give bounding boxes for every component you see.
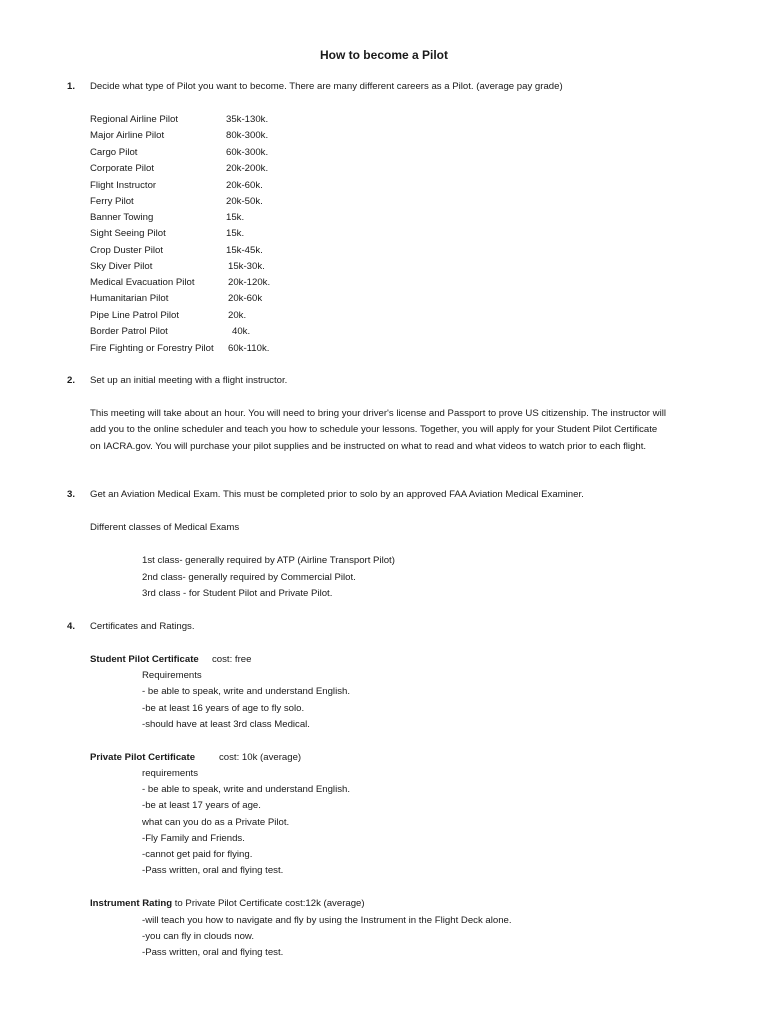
career-pay: 35k-130k.: [226, 114, 269, 125]
career-pay: 15k-30k.: [228, 261, 265, 272]
private-certificate-cost: cost: 10k (average): [219, 752, 302, 763]
step-2-number: 2.: [67, 375, 76, 386]
career-pay: 20k.: [228, 310, 247, 321]
career-name: Ferry Pilot: [90, 196, 134, 207]
step-2-paragraph-line: on IACRA.gov. You will purchase your pilot supplies and be instructed on what to read and what videos to watch prior to each flight.: [90, 441, 647, 452]
career-pay: 15k.: [226, 228, 245, 239]
requirement-line: -you can fly in clouds now.: [142, 931, 254, 942]
career-pay: 15k-45k.: [226, 245, 263, 256]
career-name: Crop Duster Pilot: [90, 245, 164, 256]
instrument-rating-cost: to Private Pilot Certificate cost:12k (average): [174, 898, 365, 909]
requirement-line: -Pass written, oral and flying test.: [142, 947, 284, 958]
career-name: Sight Seeing Pilot: [90, 228, 166, 239]
requirement-line: -cannot get paid for flying.: [142, 849, 253, 860]
step-4-number: 4.: [67, 621, 76, 632]
career-pay: 20k-50k.: [226, 196, 263, 207]
requirement-line: -Pass written, oral and flying test.: [142, 865, 284, 876]
medical-classes-heading: Different classes of Medical Exams: [90, 522, 240, 533]
career-name: Regional Airline Pilot: [90, 114, 178, 125]
career-pay: 20k-60k.: [226, 180, 263, 191]
career-pay: 20k-60k: [228, 293, 263, 304]
career-name: Humanitarian Pilot: [90, 293, 169, 304]
career-pay: 80k-300k.: [226, 130, 269, 141]
career-name: Cargo Pilot: [90, 147, 138, 158]
student-certificate-cost: cost: free: [212, 654, 252, 665]
requirement-line: -will teach you how to navigate and fly by using the Instrument in the Flight Deck alone.: [142, 915, 512, 926]
career-name: Pipe Line Patrol Pilot: [90, 310, 180, 321]
step-1-number: 1.: [67, 81, 76, 92]
career-name: Flight Instructor: [90, 180, 157, 191]
career-pay: 20k-200k.: [226, 163, 269, 174]
career-pay: 20k-120k.: [228, 277, 271, 288]
step-2-text: Set up an initial meeting with a flight instructor.: [90, 375, 288, 386]
requirement-line: -be at least 17 years of age.: [142, 800, 261, 811]
medical-class-item: 1st class- generally required by ATP (Airline Transport Pilot): [142, 555, 395, 566]
instrument-rating-name: Instrument Rating: [90, 898, 173, 909]
step-1-text: Decide what type of Pilot you want to become. There are many different careers as a Pilot. (average pay grade): [90, 81, 563, 92]
career-pay: 40k.: [232, 326, 251, 337]
career-name: Border Patrol Pilot: [90, 326, 168, 337]
step-4-text: Certificates and Ratings.: [90, 621, 195, 632]
career-name: Banner Towing: [90, 212, 154, 223]
requirement-line: - be able to speak, write and understand English.: [142, 686, 350, 697]
requirement-line: what can you do as a Private Pilot.: [142, 817, 290, 828]
student-certificate-heading: Student Pilot Certificate: [90, 654, 199, 665]
medical-class-item: 3rd class - for Student Pilot and Private Pilot.: [142, 588, 333, 599]
career-name: Corporate Pilot: [90, 163, 154, 174]
step-2-paragraph-line: add you to the online scheduler and teach you how to schedule your lessons. Together, you will apply for your Student Pilot Certificate: [90, 424, 658, 435]
requirement-line: -be at least 16 years of age to fly solo.: [142, 703, 305, 714]
requirement-line: - be able to speak, write and understand English.: [142, 784, 350, 795]
career-name: Sky Diver Pilot: [90, 261, 153, 272]
career-pay: 60k-300k.: [226, 147, 269, 158]
step-3-text: Get an Aviation Medical Exam. This must be completed prior to solo by an approved FAA Aviation Medical Examiner.: [90, 489, 584, 500]
step-2-paragraph-line: This meeting will take about an hour. You will need to bring your driver's license and Passport to prove US citizenship. The instructor will: [90, 408, 666, 419]
private-certificate-heading: Private Pilot Certificate: [90, 752, 196, 763]
requirement-line: Requirements: [142, 670, 202, 681]
career-pay: 15k.: [226, 212, 245, 223]
requirement-line: -should have at least 3rd class Medical.: [142, 719, 310, 730]
career-pay: 60k-110k.: [228, 343, 270, 354]
career-name: Fire Fighting or Forestry Pilot: [90, 343, 214, 354]
instrument-rating-heading: [90, 897, 365, 910]
career-name: Medical Evacuation Pilot: [90, 277, 195, 288]
requirement-line: -Fly Family and Friends.: [142, 833, 245, 844]
requirement-line: requirements: [142, 768, 198, 779]
step-3-number: 3.: [67, 489, 76, 500]
medical-class-item: 2nd class- generally required by Commercial Pilot.: [142, 572, 356, 583]
career-name: Major Airline Pilot: [90, 130, 165, 141]
page-title: How to become a Pilot: [319, 48, 448, 62]
